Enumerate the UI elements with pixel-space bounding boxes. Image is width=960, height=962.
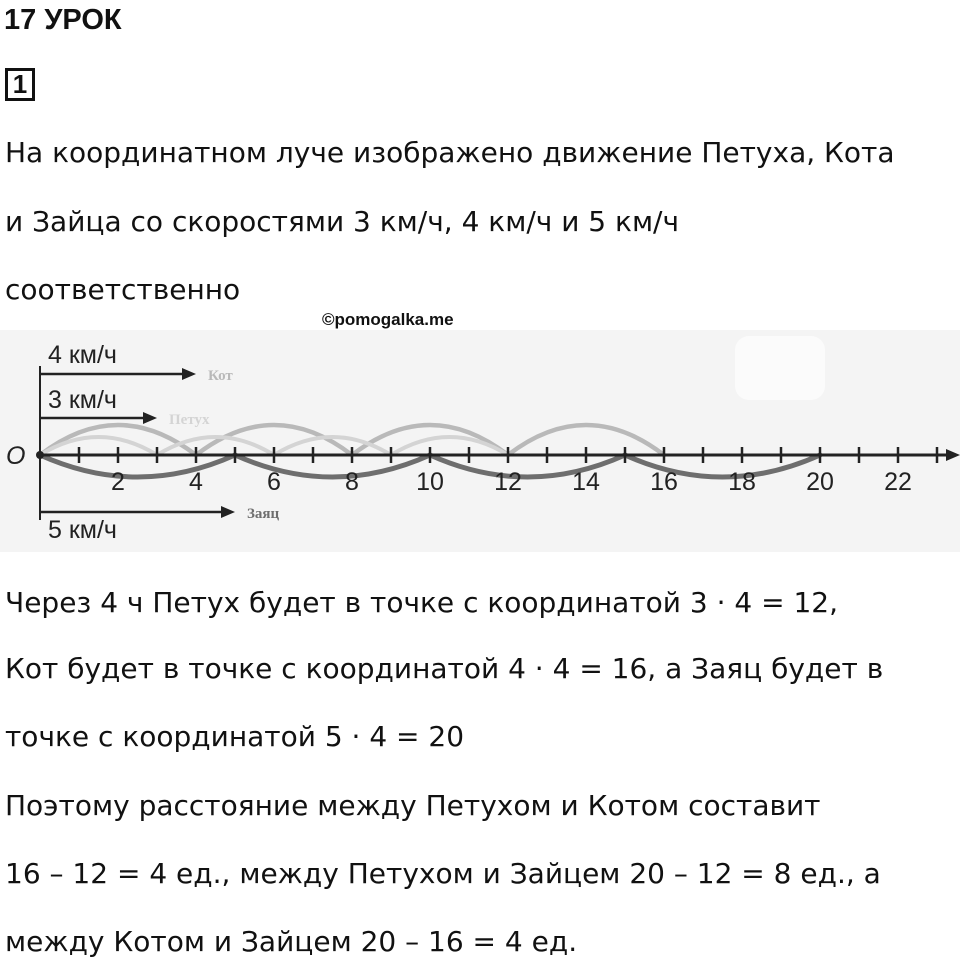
tick-label: 18 <box>728 468 756 496</box>
intro-line: и Зайца со скоростями 3 км/ч, 4 км/ч и 5 км/ч <box>5 205 680 238</box>
speed-label: 4 км/ч <box>48 341 117 369</box>
tick-label: 16 <box>650 468 678 496</box>
lesson-title: 17 УРОК <box>4 4 122 36</box>
solution-line: Через 4 ч Петух будет в точке с координатой 3 · 4 = 12, <box>5 586 838 619</box>
watermark: ©pomogalka.me <box>322 310 454 329</box>
solution-line: 16 – 12 = 4 ед., между Петухом и Зайцем 20 – 12 = 8 ед., а <box>5 857 881 890</box>
task-number-box: 1 <box>5 68 35 101</box>
animal-name-label: Петух <box>169 412 210 428</box>
animal-name-label: Заяц <box>247 506 280 522</box>
coordinate-ray-figure <box>0 330 960 552</box>
solution-line: Поэтому расстояние между Петухом и Котом составит <box>5 789 821 822</box>
tick-label: 2 <box>111 468 125 496</box>
solution-line: точке с координатой 5 · 4 = 20 <box>5 720 465 753</box>
speed-label: 3 км/ч <box>48 386 117 414</box>
solution-line: Кот будет в точке с координатой 4 · 4 = 16, а Заяц будет в <box>5 652 884 685</box>
tick-label: 10 <box>416 468 444 496</box>
origin-label: O <box>6 442 26 470</box>
intro-line: На координатном луче изображено движение Петуха, Кота <box>5 136 895 169</box>
tick-label: 14 <box>572 468 600 496</box>
animal-name-label: Кот <box>208 368 233 384</box>
figure-highlight-patch <box>735 336 825 400</box>
tick-label: 6 <box>267 468 281 496</box>
tick-label: 8 <box>345 468 359 496</box>
tick-label: 4 <box>189 468 203 496</box>
solution-line: между Котом и Зайцем 20 – 16 = 4 ед. <box>5 925 578 958</box>
tick-label: 22 <box>884 468 912 496</box>
tick-label: 20 <box>806 468 834 496</box>
tick-label: 12 <box>494 468 522 496</box>
intro-line: соответственно <box>5 273 241 306</box>
coordinate-ray-svg <box>0 330 960 552</box>
speed-label: 5 км/ч <box>48 516 117 544</box>
